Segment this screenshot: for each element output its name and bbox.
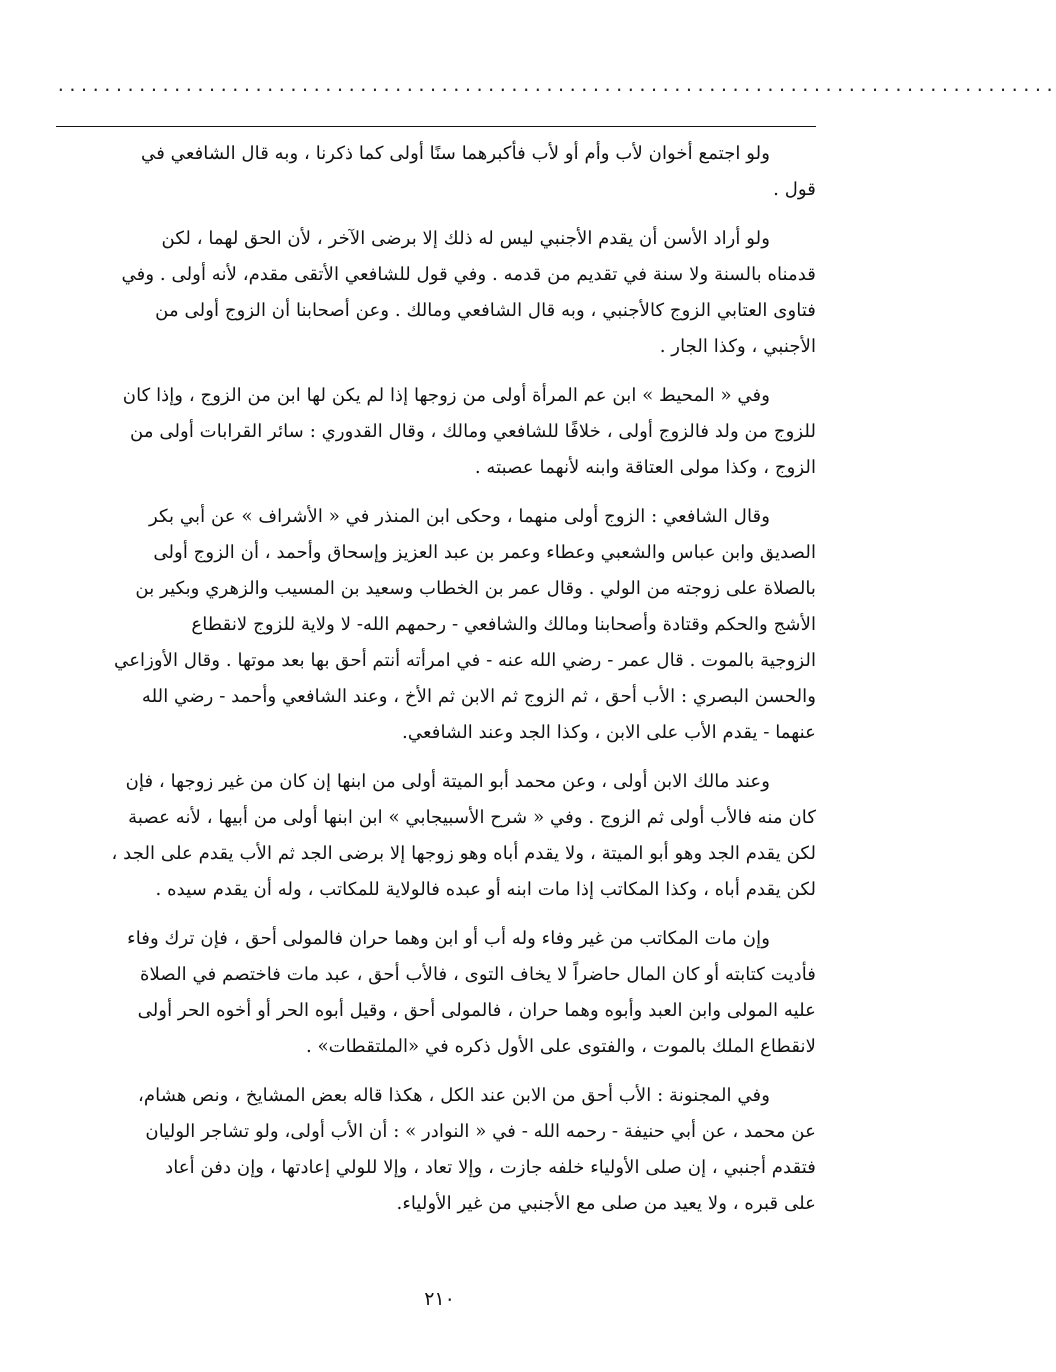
text-line: فأديت كتابته أو كان المال حاضراً لا يخاف التوى ، فالأب أحق ، عبد مات فاختصم في الصلاة [139, 964, 816, 985]
text-line: قول . [773, 179, 816, 200]
text-line: ولو أراد الأسن أن يقدم الأجنبي ليس له ذلك إلا برضى الآخر ، لأن الحق لهما ، لكن [161, 228, 770, 249]
text-line: كان منه فالأب أولى ثم الزوج . وفي « شرح الأسبيجابي » ابن ابنها أولى من أبيها ، لأنه عصبة [128, 807, 816, 828]
paragraph [56, 499, 816, 751]
text-line: الأجنبي ، وكذا الجار . [659, 336, 816, 357]
text-line: وقال الشافعي : الزوج أولى منهما ، وحكى ابن المنذر في « الأشراف » عن أبي بكر [148, 506, 770, 527]
paragraph [56, 378, 816, 486]
text-line: على قبره ، ولا يعيد من صلى مع الأجنبي من غير الأولياء. [396, 1193, 816, 1214]
text-line: الزوج ، وكذا مولى العتاقة وابنه لأنهما عصبته . [474, 457, 816, 478]
page-number: ٢١٠ [424, 1288, 455, 1310]
text-line: للزوج من ولد فالزوج أولى ، خلافًا للشافعي ومالك ، وقال القدوري : سائر القرابات أولى من [129, 421, 816, 442]
text-line: لكن يقدم أباه ، وكذا المكاتب إذا مات ابنه أو عبده فالولاية للمكاتب ، وله أن يقدم سيده . [155, 879, 816, 900]
text-line: عنهما - يقدم الأب على الابن ، وكذا الجد وعند الشافعي. [402, 722, 816, 743]
text-line: فتقدم أجنبي ، إن صلى الأولياء خلفه جازت ، وإلا تعاد ، وإلا للولي إعادتها ، وإن دفن أعاد [165, 1157, 816, 1178]
text-line: الصديق وابن عباس والشعبي وعطاء وعمر بن عبد العزيز وإسحاق وأحمد ، أن الزوج أولى [153, 542, 816, 563]
header-dotted-line: ...................................................................................... [56, 76, 1056, 95]
text-line: ولو اجتمع أخوان لأب وأم أو لأب فأكبرهما سنًا أولى كما ذكرنا ، وبه قال الشافعي في [141, 143, 770, 164]
text-line: الأشج والحكم وقتادة وأصحابنا ومالك والشافعي - رحمهم الله- لا ولاية للزوج لانقطاع [191, 614, 816, 635]
header-rule [56, 126, 816, 127]
text-line: عليه المولى وابن العبد وأبوه وهما حران ، فالمولى أحق ، وقيل أبوه الحر أو أخوه الحر أولى [137, 1000, 816, 1021]
paragraph [56, 221, 816, 365]
page-body [56, 136, 816, 1235]
paragraph [56, 764, 816, 908]
text-line: والحسن البصري : الأب أحق ، ثم الزوج ثم الابن ثم الأخ ، وعند الشافعي وأحمد - رضي الله [141, 686, 816, 707]
text-line: لكن يقدم الجد وهو أبو الميتة ، ولا يقدم أباه وهو زوجها إلا برضى الجد ثم الأب يقدم على الجد ، [111, 843, 816, 864]
paragraph [56, 1078, 816, 1222]
text-line: وإن مات المكاتب من غير وفاء وله أب أو ابن وهما حران فالمولى أحق ، فإن ترك وفاء [127, 928, 770, 949]
paragraph [56, 136, 816, 208]
text-line: لانقطاع الملك بالموت ، والفتوى على الأول ذكره في «الملتقطات» . [305, 1036, 816, 1057]
text-line: بالصلاة على زوجته من الولي . وقال عمر بن الخطاب وسعيد بن المسيب والزهري وبكير بن [135, 578, 816, 599]
text-line: وفي « المحيط » ابن عم المرأة أولى من زوجها إذا لم يكن لها ابن من الزوج ، وإذا كان [122, 385, 770, 406]
text-line: عن محمد ، عن أبي حنيفة - رحمه الله - في « النوادر » : أن الأب أولى، ولو تشاجر الوليان [145, 1121, 816, 1142]
text-line: وعند مالك الابن أولى ، وعن محمد أبو الميتة أولى من ابنها إن كان من غير زوجها ، فإن [125, 771, 770, 792]
text-line: فتاوى العتابي الزوج كالأجنبي ، وبه قال الشافعي ومالك . وعن أصحابنا أن الزوج أولى من [155, 300, 816, 321]
text-line: الزوجية بالموت . قال عمر - رضي الله عنه - في امرأته أنتم أحق بها بعد موتها . وقال الأوزاعي [114, 650, 816, 671]
text-line: قدمناه بالسنة ولا سنة في تقديم من قدمه . وفي قول للشافعي الأتقى مقدم، لأنه أولى . وفي [121, 264, 816, 285]
paragraph [56, 921, 816, 1065]
text-line: وفي المجنونة : الأب أحق من الابن عند الكل ، هكذا قاله بعض المشايخ ، ونص هشام، [138, 1085, 770, 1106]
